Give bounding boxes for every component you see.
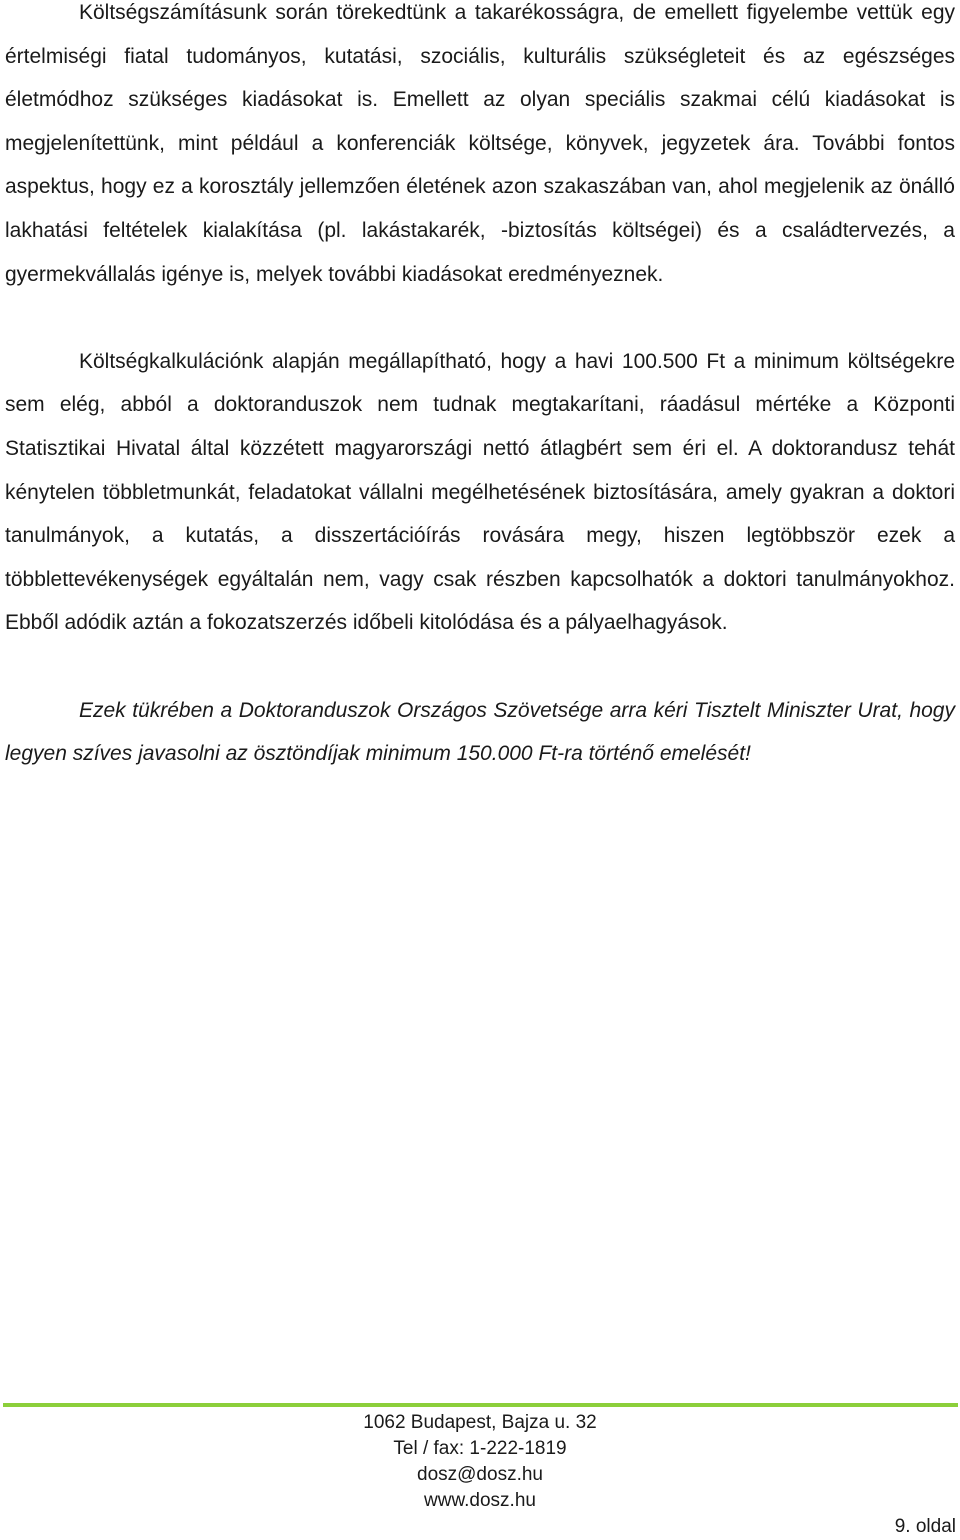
paragraph-request: Ezek tükrében a Doktoranduszok Országos Szövetsége arra kéri Tisztelt Miniszter Urat, hogy legyen szíves javasolni az ösztöndíjak minimum 150.000 Ft-ra történő emelését! bbox=[5, 698, 955, 766]
paragraph-cost-calculation: Költségszámításunk során törekedtünk a takarékosságra, de emellett figyelembe vettük egy értelmiségi fiatal tudományos, kutatási, szociális, kulturális szükségleteit és az egészséges életmódhoz szükséges kiadásokat is. Emellett az olyan speciális szakmai célú kiadásokat is megjelenítettünk, mint például a konferenciák költsége, könyvek, jegyzetek ára. További fontos aspektus, hogy ez a korosztály jellemzően életének azon szakaszában van, ahol megjelenik az önálló lakhatási feltételek kialakítása (pl. lakástakarék, -biztosítás költségei) és a családtervezés, a gyermekvállalás igénye is, melyek további kiadásokat eredményeznek. bbox=[5, 1, 955, 286]
footer bbox=[0, 1410, 960, 1514]
paragraph-minimum-costs: Költségkalkulációnk alapján megállapítható, hogy a havi 100.500 Ft a minimum költségekre sem elég, abból a doktoranduszok nem tudnak megtakarítani, ráadásul mértéke a Központi Statisztikai Hivatal által közzétett magyarországi nettó átlagbért sem éri el. A doktorandusz tehát kénytelen többletmunkát, feladatokat vállalni megélhetésének biztosítására, amely gyakran a doktori tanulmányok, a kutatás, a disszertációírás rovására megy, hiszen legtöbbször ezek a többlettevékenységek egyáltalán nem, vagy csak részben kapcsolhatók a doktori tanulmányokhoz. Ebből adódik aztán a fokozatszerzés időbeli kitolódása és a pályaelhagyások. bbox=[5, 349, 955, 635]
footer-website: www.dosz.hu bbox=[424, 1490, 536, 1511]
footer-divider bbox=[3, 1403, 958, 1407]
footer-address: 1062 Budapest, Bajza u. 32 bbox=[363, 1412, 597, 1433]
page-number: 9. oldal bbox=[894, 1516, 956, 1537]
footer-phone: Tel / fax: 1-222-1819 bbox=[393, 1438, 567, 1459]
footer-email: dosz@dosz.hu bbox=[417, 1464, 543, 1485]
document-body bbox=[5, 0, 955, 776]
